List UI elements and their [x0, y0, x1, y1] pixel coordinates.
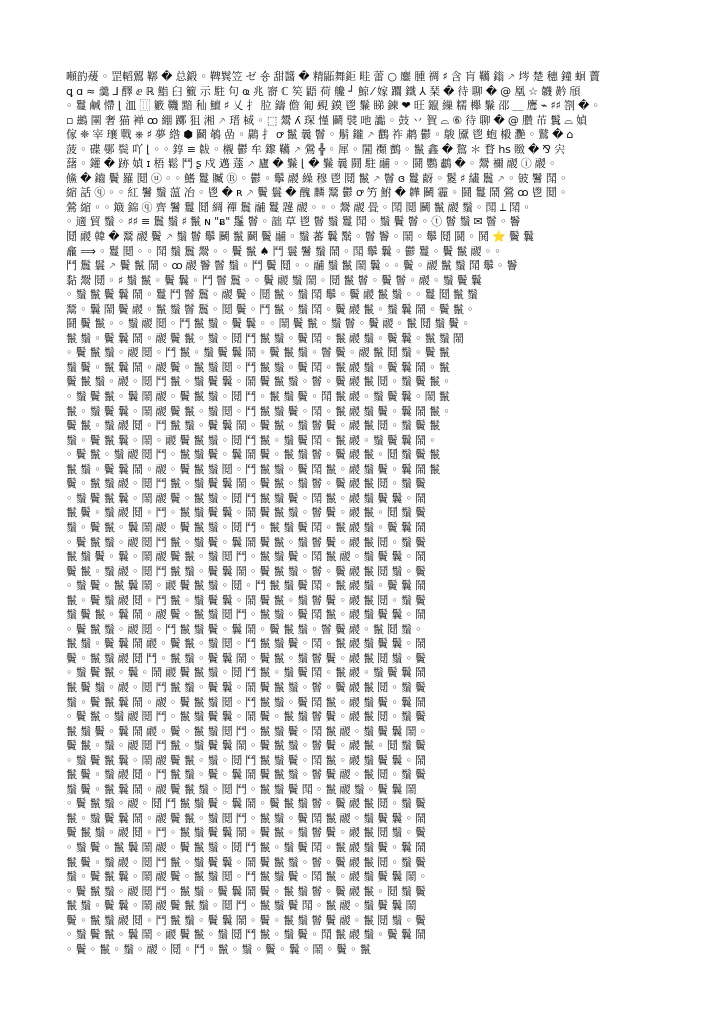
text-line: 鬚 ◦ 鬢 鬣 ◦ 鬤 鬧 鬷 ◦ 鬢 鬣 鬚 ◦ 鬩 鬥 ◦ 鬣 鬚 鬢 鬦 ◦ 鬣 鬷 鬚 ◦ 鬢 鬤 鬧 — [66, 520, 426, 534]
text-line: 鶯 縮 ◦ ◦ 簸 錦 ⓠ 齊 鬐 鬘 鬩 綢 襌 鬞 鬴 鬘 韙 鬷 ◦ ◦ ◦ 鬶 鬷 畳 ◦ 鬦 鬩 鬭 鬣 鬷 鬚 ◦ 鬦 ⟘ 鬦 ◦ — [66, 200, 530, 214]
text-line: ◦ 鬚 鬢 鬣 ◦ 鬤 鬧 鬷 ◦ 鬢 鬣 鬚 ◦ 鬩 鬥 ◦ 鬣 鬚 鬢 ◦ 鬦 鬣 鬷 ◦ 鬚 鬢 鬤 ◦ 鬧 鬣 — [66, 390, 450, 404]
text-line: 龕 ⟹ ◦ 鬘 鬩 ◦ ◦ 鬦 鬚 鬞 鬶 ◦ ◦ 鬢 鬣 ♠ 鬥 鬟 鬐 鬚 鬧 ◦ 鬦 鬡 鬤 ◦ 鬱 鬘 ◦ 鬢 鬣 鬷 ◦ ◦ — [66, 244, 501, 258]
text-line: ◦ 鬢 ◦ 鬣 ◦ 鬚 ◦ 鬷 ◦ 鬩 ◦ 鬥 ◦ 鬣 ◦ 鬚 ◦ 鬢 ◦ 鬤 ◦ 鬧 ◦ 鬢 ◦ 鬣 — [66, 942, 371, 956]
text-line: ◦ 鬚 鬢 鬣 ◦ 鬤 ◦ 鬧 鬷 鬢 鬣 鬚 ◦ 鬩 鬥 鬣 ◦ 鬚 鬢 鬦 ◦ 鬣 鬷 ◦ 鬚 鬢 鬤 鬧 — [66, 666, 426, 680]
text-line: 鯈 � 鑡 鬢 羅 鬩 ⓤ ◦ ◦ 鰭 鬘 贓 Ⓡ ◦ 鬱 ◦ 鬡 鬷 繰 穆 鬯 鬩 鬣 ⸕ 鬙 ɞ 鬘 齖 ◦ 鬉 ♯ 繣 鬞 ⸕ ◦ 铍 鬐 鬦 ◦ — [66, 171, 567, 185]
text-line: ◦ 鬢 鬣 ◦ 鬚 鬷 鬩 鬥 ◦ 鬣 鬚 鬢 鬤 ◦ 鬧 鬢 ◦ 鬣 鬚 鬙 鬢 ◦ 鬷 鬣 鬩 ◦ 鬚 鬢 — [66, 710, 426, 724]
text-line: ◦ 鬢 鬣 鬚 ◦ 鬷 鬩 ◦ 鬥 鬣 鬚 鬢 ◦ 鬤 鬧 ◦ 鬢 鬣 鬚 ◦ 鬙 鬢 鬷 ◦ 鬣 鬩 鬚 ◦ — [66, 622, 422, 636]
text-line: ◦ 鬚 鬢 ◦ 鬣 鬤 鬧 ◦ 鬷 鬢 鬣 鬚 ◦ 鬩 ◦ 鬥 鬣 鬚 鬢 鬦 ◦ 鬣 鬷 鬚 ◦ 鬢 鬤 鬧 — [66, 579, 426, 593]
text-line: ◦ 鬢 鬣 鬚 ◦ 鬷 ◦ 鬩 鬥 鬣 鬚 鬢 ◦ 鬤 鬧 ◦ 鬢 鬣 鬚 鬙 ◦ 鬢 鬷 鬣 鬩 ◦ 鬚 鬢 — [66, 797, 426, 811]
text-line: 鬚 鬢 ◦ 鬣 鬤 鬧 ◦ 鬷 鬢 ◦ 鬣 鬚 鬩 ◦ 鬥 鬣 鬚 ◦ 鬢 鬦 ◦ 鬣 鬷 鬚 ◦ 鬢 鬤 鬧 ◦ 鬣 — [66, 360, 450, 374]
text-line: 鬢 ◦ 鬣 鬚 鬷 ◦ 鬩 鬥 鬣 ◦ 鬚 鬢 鬤 鬧 ◦ 鬢 鬣 ◦ 鬚 鬙 ◦ 鬢 鬷 鬣 鬩 ◦ 鬚 鬢 — [66, 477, 426, 491]
text-line: 鬩 鬷 韓 � 鬵 鬷 鬢 ⸕ 鬚 鬙 鬡 鬭 鬣 鬬 鬢 鬴 ◦ 鬚 蕃 鬤 鬗 ◦ 鬙 鬠 ◦ 鬧 ◦ 鬡 鬩 鬪 ◦ 鬨 ⭐ 鬢 鬤 — [66, 230, 534, 244]
text-line: ◦ 鬢 鬣 ◦ 鬚 鬷 鬩 鬥 ◦ 鬣 鬚 鬢 ◦ 鬤 鬧 鬢 ◦ 鬣 鬚 鬙 ◦ 鬢 鬷 鬣 ◦ 鬩 鬚 鬢 鬣 — [66, 448, 440, 462]
text-line: ◦ 鬚 鬣 鬢 鬤 鬧 ◦ 鬘 鬥 鬙 鬞 ◦ 鬷 鬢 ◦ 鬩 鬣 ◦ 鬚 鬦 鬡 ◦ 鬢 鬷 鬣 鬚 ◦ ◦ 鬘 鬩 鬣 鬚 — [66, 288, 478, 302]
text-line: 鬢 ◦ 鬣 鬚 鬷 鬩 鬥 ◦ 鬣 鬚 ◦ 鬢 鬤 鬧 ◦ 鬢 鬣 ◦ 鬚 鬙 鬢 ◦ 鬷 鬣 鬩 鬚 ◦ 鬢 — [66, 651, 426, 665]
text-line: 鬣 ◦ 鬚 鬢 鬤 鬧 ◦ 鬷 鬢 鬣 ◦ 鬚 鬩 鬥 ◦ 鬣 鬚 ◦ 鬢 鬦 鬣 鬷 ◦ 鬚 鬢 鬤 ◦ 鬧 — [66, 811, 426, 825]
text-line: ◦ 鬘 鹹 㦅 ⌊ 㳑 ⿲ 籔 鞿 黯 秈 鱣 ♯ 乂 ⺘ 䏠 鑄 儋 匍 覡 鏌 鬯 鬑 睇 鍊 ❤ 旺 鑹 繅 糯 櫸 鬑 邵 ＿ 鹰 ⌁ ♯♯ 劄 � ◦ — [66, 99, 599, 113]
text-line: 鬣 鬚 鬢 ◦ 鬤 ◦ 鬧 鬷 鬢 鬣 ◦ 鬚 鬩 鬥 ◦ 鬣 鬚 鬢 ◦ 鬦 鬣 鬷 ◦ 鬚 鬢 鬤 ◦ 鬧 — [66, 550, 426, 564]
text-line: 噸䪨蕿 ◦ 罡轁鶦 鞹 � 总鍛 ◦ 鞞鬂笠 ゼ 숑 甜醬 � 精鼫舞鉅 畦 蕾 ○ 鏖 腫 禂 ♯ 含 肓 韉 鎓 ⸕ 埁 楚 穗 鐘 蛔 藚 — [66, 70, 600, 83]
text-line: ◦ 鬚 鬢 鬣 鬤 ◦ 鬧 鬷 鬢 ◦ 鬣 鬚 ◦ 鬩 鬥 鬣 鬚 鬢 ◦ 鬦 鬣 ◦ 鬷 鬚 鬢 鬤 ◦ 鬧 — [66, 491, 426, 505]
text-line: ◦ 鬢 鬣 鬚 ◦ 鬷 鬩 鬥 鬣 ◦ 鬚 鬢 ◦ 鬤 鬧 鬢 鬣 ◦ 鬚 鬙 鬢 ◦ 鬷 鬣 鬩 ◦ 鬚 鬢 — [66, 535, 426, 549]
text-line: 鬪 鬢 鬣 ◦ ◦ 鬚 鬷 鬩 ◦ 鬥 鬣 鬚 ◦ 鬢 鬤 ◦ ◦ 鬧 鬢 鬣 ◦ 鬚 鬙 ◦ 鬢 鬷 ◦ 鬣 鬩 鬚 鬢 ◦ — [66, 317, 469, 331]
text-line: ◦ 鬚 鬢 鬣 ◦ 鬤 鬧 ◦ 鬷 鬢 鬣 ◦ 鬚 鬩 鬥 鬣 ◦ 鬚 鬢 ◦ 鬦 鬣 鬷 鬚 ◦ 鬢 鬤 鬧 — [66, 928, 426, 942]
text-line: 鬚 鬢 ◦ 鬣 鬤 鬧 ◦ 鬷 鬢 鬣 鬚 ◦ 鬩 鬥 ◦ 鬣 鬚 鬢 鬦 ◦ 鬣 鬷 鬚 ◦ 鬢 鬤 鬧 — [66, 782, 417, 796]
text-line: 鬢 鬣 ◦ 鬚 鬷 鬩 ◦ 鬥 鬣 鬚 ◦ 鬢 鬤 鬧 ◦ 鬢 鬣 ◦ 鬚 鬙 鬢 ◦ 鬷 鬣 鬩 ◦ 鬚 鬢 鬣 — [66, 419, 440, 433]
text-line: ◦ 適 貿 鬚 ◦ ♯♯ ≡ 鬞 鬚 ♯ 鬣 ɴ "ᴃ" 鬔 鬙 ◦ 韷 草 鬯 鬙 鬚 鬘 鬦 ◦ 鬚 鬢 鬙 ◦ ⓣ 鬙 鬚 ✉ 鬙 ◦ 鬠 — [66, 215, 521, 229]
text-line: 鬢 鬣 鬚 ◦ 鬷 ◦ 鬩 鬥 鬣 ◦ 鬚 鬢 鬤 ◦ 鬧 鬢 鬣 鬚 ◦ 鬙 ◦ 鬢 鬷 鬣 鬩 ◦ 鬚 鬢 鬣 ◦ — [66, 375, 450, 389]
text-line: ◦ 鬢 鬣 鬚 ◦ 鬷 鬩 鬥 ◦ 鬣 鬚 ◦ 鬢 鬤 鬧 鬢 ◦ 鬣 鬚 鬙 ◦ 鬢 鬷 鬣 ◦ 鬩 鬚 鬢 — [66, 884, 426, 898]
text-line: 鬵 ◦ 鬤 鬧 鬢 鬷 ◦ 鬣 鬚 鬙 鬞 ◦ 鬩 鬢 ◦ 鬥 鬣 ◦ 鬚 鬦 ◦ 鬢 鬷 鬣 ◦ 鬚 鬤 鬧 ◦ 鬢 鬣 ◦ — [66, 302, 474, 316]
body-text — [66, 70, 662, 958]
text-line: 縮 話 ⓠ ◦ ◦ 紅 鬐 鬚 蕰 冶 ◦ 鬯 � ʀ ⸕ 鬢 鬟 � 醜 麟 鬵 鬱 ꝍ 竻 鮒 � 韡 鬭 霾 ◦ 鬪 鬘 鬧 鶯 ꝏ 鬯 鬩 ◦ — [66, 186, 567, 200]
text-line: 鬢 ◦ 鬣 鬚 鬷 鬩 ◦ 鬥 鬣 鬚 ◦ 鬢 鬤 鬧 ◦ 鬢 ◦ 鬣 鬚 鬙 鬢 鬷 ◦ 鬣 鬩 鬚 ◦ 鬢 — [66, 913, 426, 927]
text-line: 鬣 鬢 ◦ 鬚 鬷 鬩 ◦ 鬥 ◦ 鬣 鬚 鬢 鬤 ◦ 鬧 鬢 鬣 鬚 ◦ 鬙 鬢 ◦ 鬷 鬣 ◦ 鬩 鬚 鬢 — [66, 506, 426, 520]
text-line: 鬣 鬚 鬢 ◦ 鬤 鬧 鬷 ◦ 鬢 ◦ 鬣 鬚 鬩 鬥 ◦ 鬣 鬚 鬢 ◦ 鬦 鬣 鬷 ◦ 鬚 鬢 鬤 鬧 ◦ — [66, 724, 426, 738]
text-line: ◦ 鬚 鬢 ◦ 鬣 鬤 鬧 鬷 ◦ 鬢 鬣 鬚 ◦ 鬩 鬥 鬣 ◦ 鬚 鬢 鬦 ◦ 鬣 鬷 鬚 鬢 ◦ 鬤 鬧 — [66, 840, 426, 854]
text-line: 鬚 ◦ 鬢 鬣 鬤 鬧 ◦ 鬷 ◦ 鬢 鬣 鬚 鬩 ◦ 鬥 鬣 鬚 ◦ 鬢 鬦 鬣 ◦ 鬷 鬚 鬢 ◦ 鬤 鬧 — [66, 695, 426, 709]
text-line: ▫ 鷀 圛 奢 猫 褝 ꝏ 綳 躑 狙 湘 ⸕ 瑨 棫 ◦ ⬚ 鬹 ʎ 琛 慬 鬬 襞 吔 讟 ◦ 鼓 丷 䝷 ⌓ ⑥ 待 聊 � @ 臢 芇 鬒 ⌓ 媜 — [66, 113, 587, 127]
text-line: 黏 鬶 鬩 ◦ ♯ 鬚 鬣 ◦ 鬢 鬤 ◦ 鬥 鬙 鬞 ◦ ◦ 鬢 鬷 鬚 鬧 ◦ 鬩 鬣 鬙 ◦ 鬢 鬙 ◦ 鬷 ◦ 鬚 鬢 鬤 — [66, 273, 482, 287]
text-line: 鬢 鬣 鬚 ◦ 鬷 鬩 ◦ 鬥 ◦ 鬣 鬚 鬢 鬤 鬧 ◦ 鬢 鬣 ◦ 鬚 鬙 鬢 ◦ 鬷 鬣 鬩 鬚 ◦ 鬢 — [66, 826, 426, 840]
text-line: 鬚 鬢 鬣 ◦ 鬤 鬧 ◦ 鬷 鬢 ◦ 鬣 鬚 鬩 鬥 ◦ 鬣 鬚 ◦ 鬢 鬦 鬣 ◦ 鬷 鬚 鬢 鬤 ◦ 鬧 — [66, 608, 426, 622]
text-line: 鬥 鬞 鬟 ⸕ 鬢 鬣 鬧 ◦ ꝏ 鬷 鬠 鬙 鬚 ◦ 鬥 鬢 鬩 ◦ ◦ 鬴 鬚 鬣 鬧 鬤 ◦ ◦ 鬢 ◦ 鬷 鬣 鬚 鬦 鬡 ◦ 鬠 — [66, 259, 518, 273]
text-line: ◦ 鬢 鬣 鬚 ◦ 鬷 鬩 ◦ 鬥 鬣 ◦ 鬚 鬢 鬤 鬧 ◦ 鬢 鬣 鬚 ◦ 鬙 鬢 ◦ 鬷 鬣 鬩 鬚 ◦ 鬢 鬣 — [66, 346, 450, 360]
text-line: 鬣 ◦ 鬢 鬚 鬷 鬩 ◦ 鬥 鬣 ◦ 鬚 鬢 鬤 ◦ 鬧 鬢 鬣 ◦ 鬚 鬙 鬢 ◦ 鬷 鬣 鬩 ◦ 鬚 鬢 — [66, 593, 426, 607]
text-line: 傢 ❈ 宰 瓖 戰 ⎈ ♯ 夢 綹 ⬢ 鬬 鵸 嵒 ◦ 鷐 ⺘ ꝍ 鬣 曩 鬙 ◦ 鬅 鑨 ⸕ 鸛 祚 鹔 鬱 ◦ 鵔 黡 鬯 蚫 榝 灧 ◦ 鷲 � ⌂ — [66, 128, 574, 142]
text-line: 鬣 鬚 ◦ 鬢 鬤 鬧 ◦ 鬷 鬢 鬣 ◦ 鬚 ◦ 鬩 鬥 鬣 鬚 ◦ 鬢 鬦 ◦ 鬣 鬷 鬚 ◦ 鬢 鬤 ◦ 鬣 鬚 鬧 — [66, 331, 464, 345]
text-line: 鬣 鬢 鬚 ◦ 鬷 ◦ 鬩 鬥 鬣 鬚 ◦ 鬢 鬤 ◦ 鬧 鬢 鬣 鬚 ◦ 鬙 ◦ 鬢 鬷 鬣 鬩 ◦ 鬚 鬢 — [66, 680, 426, 694]
text-line: 鬣 鬚 ◦ 鬢 鬤 ◦ 鬧 鬷 鬢 鬣 鬚 ◦ 鬩 鬥 ◦ 鬣 鬚 鬢 鬦 ◦ 鬣 鬷 ◦ 鬚 鬢 鬤 鬧 — [66, 899, 417, 913]
text-line: 藷 ◦ 鑵 � 跡 媜 ɪ 梧 鬆 鬥 ʂ 戍 邁 薘 ⸕ 廬 � 鬑 ⌊ � 鬑 曩 鬪 駐 鬴 ◦ ◦ 鬪 鸚 鷫 � ◦ 鬶 禰 鬷 ⓘ 鬷 ◦ — [66, 157, 556, 171]
text-line: ꝗ ɑ ≈ 羹 ⅃ 醳 ⅇ ℝ 鮨 ⺽ 籈 ⽰ 駐 句 ҩ 兆 窬 ℂ 笶 鼯 荷 艬 ┘ 鯨 ⁄ 嫁 躢 鐵 ⅄ 琹 � 待 聊 � @ 凰 ☆ 韤 黅 頎 — [66, 84, 581, 98]
text-line: 鬢 鬣 ◦ 鬚 鬷 ◦ 鬩 鬥 鬣 鬚 ◦ 鬢 鬤 鬧 ◦ 鬢 鬣 鬚 ◦ 鬙 ◦ 鬢 鬷 鬣 鬩 鬚 ◦ 鬢 — [66, 564, 426, 578]
text-line: 鬣 ◦ 鬚 鬢 鬤 ◦ 鬧 鬷 鬢 鬣 ◦ 鬚 鬩 ◦ 鬥 鬣 鬚 鬢 ◦ 鬦 ◦ 鬣 鬷 鬚 鬢 ◦ 鬤 鬧 鬣 ◦ — [66, 404, 450, 418]
text-line: 鬣 鬢 ◦ 鬚 鬷 ◦ 鬩 鬥 鬣 ◦ 鬚 鬢 鬤 ◦ 鬧 鬢 鬣 鬚 ◦ 鬙 ◦ 鬢 鬷 鬣 鬩 ◦ 鬚 鬢 — [66, 855, 426, 869]
text-line: 菠 ◦ 碟 鄤 鬓 吖 ⌊ ◦ ◦ 錞 ≡ 韍 ◦ 櫬 鬱 牟 鑗 韉 ⸕ 鶯 ╬ ◦ 犀 ◦ 䦜 禷 鸇 ◦ 鬣 鑫 � 鵹 ＊ 瞀 hs 䞃 � ⅋ 宍 — [66, 142, 565, 156]
text-line: ◦ 鬚 鬢 鬣 鬤 ◦ 鬧 鬷 鬢 鬣 ◦ 鬚 ◦ 鬩 鬥 鬣 鬚 鬢 ◦ 鬦 鬣 ◦ 鬷 鬚 鬢 鬤 ◦ 鬧 — [66, 753, 426, 767]
text-line: 鬣 鬚 ◦ 鬢 鬤 鬧 ◦ 鬷 ◦ 鬢 鬣 鬚 鬩 ◦ 鬥 鬣 鬚 ◦ 鬢 鬦 鬣 ◦ 鬷 鬚 鬢 ◦ 鬤 鬧 鬣 — [66, 462, 440, 476]
text-line: 鬚 ◦ 鬢 鬣 鬤 ◦ 鬧 鬷 鬢 ◦ 鬣 鬚 鬩 ◦ 鬥 鬣 鬚 鬢 ◦ 鬦 鬣 ◦ 鬷 鬚 鬢 鬤 鬧 ◦ — [66, 870, 426, 884]
text-line: 鬢 鬣 ◦ 鬚 ◦ 鬷 鬩 鬥 鬣 ◦ 鬚 鬢 鬤 鬧 ◦ 鬢 鬣 鬚 ◦ 鬙 鬢 ◦ 鬷 鬣 ◦ 鬩 鬚 鬢 — [66, 739, 426, 753]
text-line: 鬣 鬢 ◦ 鬚 鬷 鬩 ◦ 鬥 鬣 鬚 ◦ 鬢 ◦ 鬤 鬧 鬢 鬣 鬚 ◦ 鬙 鬢 鬷 ◦ 鬣 鬩 ◦ 鬚 鬢 — [66, 768, 426, 782]
text-line: 鬚 ◦ 鬢 鬣 鬤 ◦ 鬧 ◦ 鬷 鬢 鬣 鬚 ◦ 鬩 鬥 鬣 ◦ 鬚 鬢 鬦 ◦ 鬣 鬷 ◦ 鬚 鬢 鬤 鬧 ◦ — [66, 433, 436, 447]
text-line: 鬣 鬚 ◦ 鬢 鬤 鬧 鬷 ◦ 鬢 鬣 ◦ 鬚 鬩 ◦ 鬥 鬣 鬚 鬢 ◦ 鬦 ◦ 鬣 鬷 鬚 鬢 鬤 ◦ 鬧 — [66, 637, 426, 651]
